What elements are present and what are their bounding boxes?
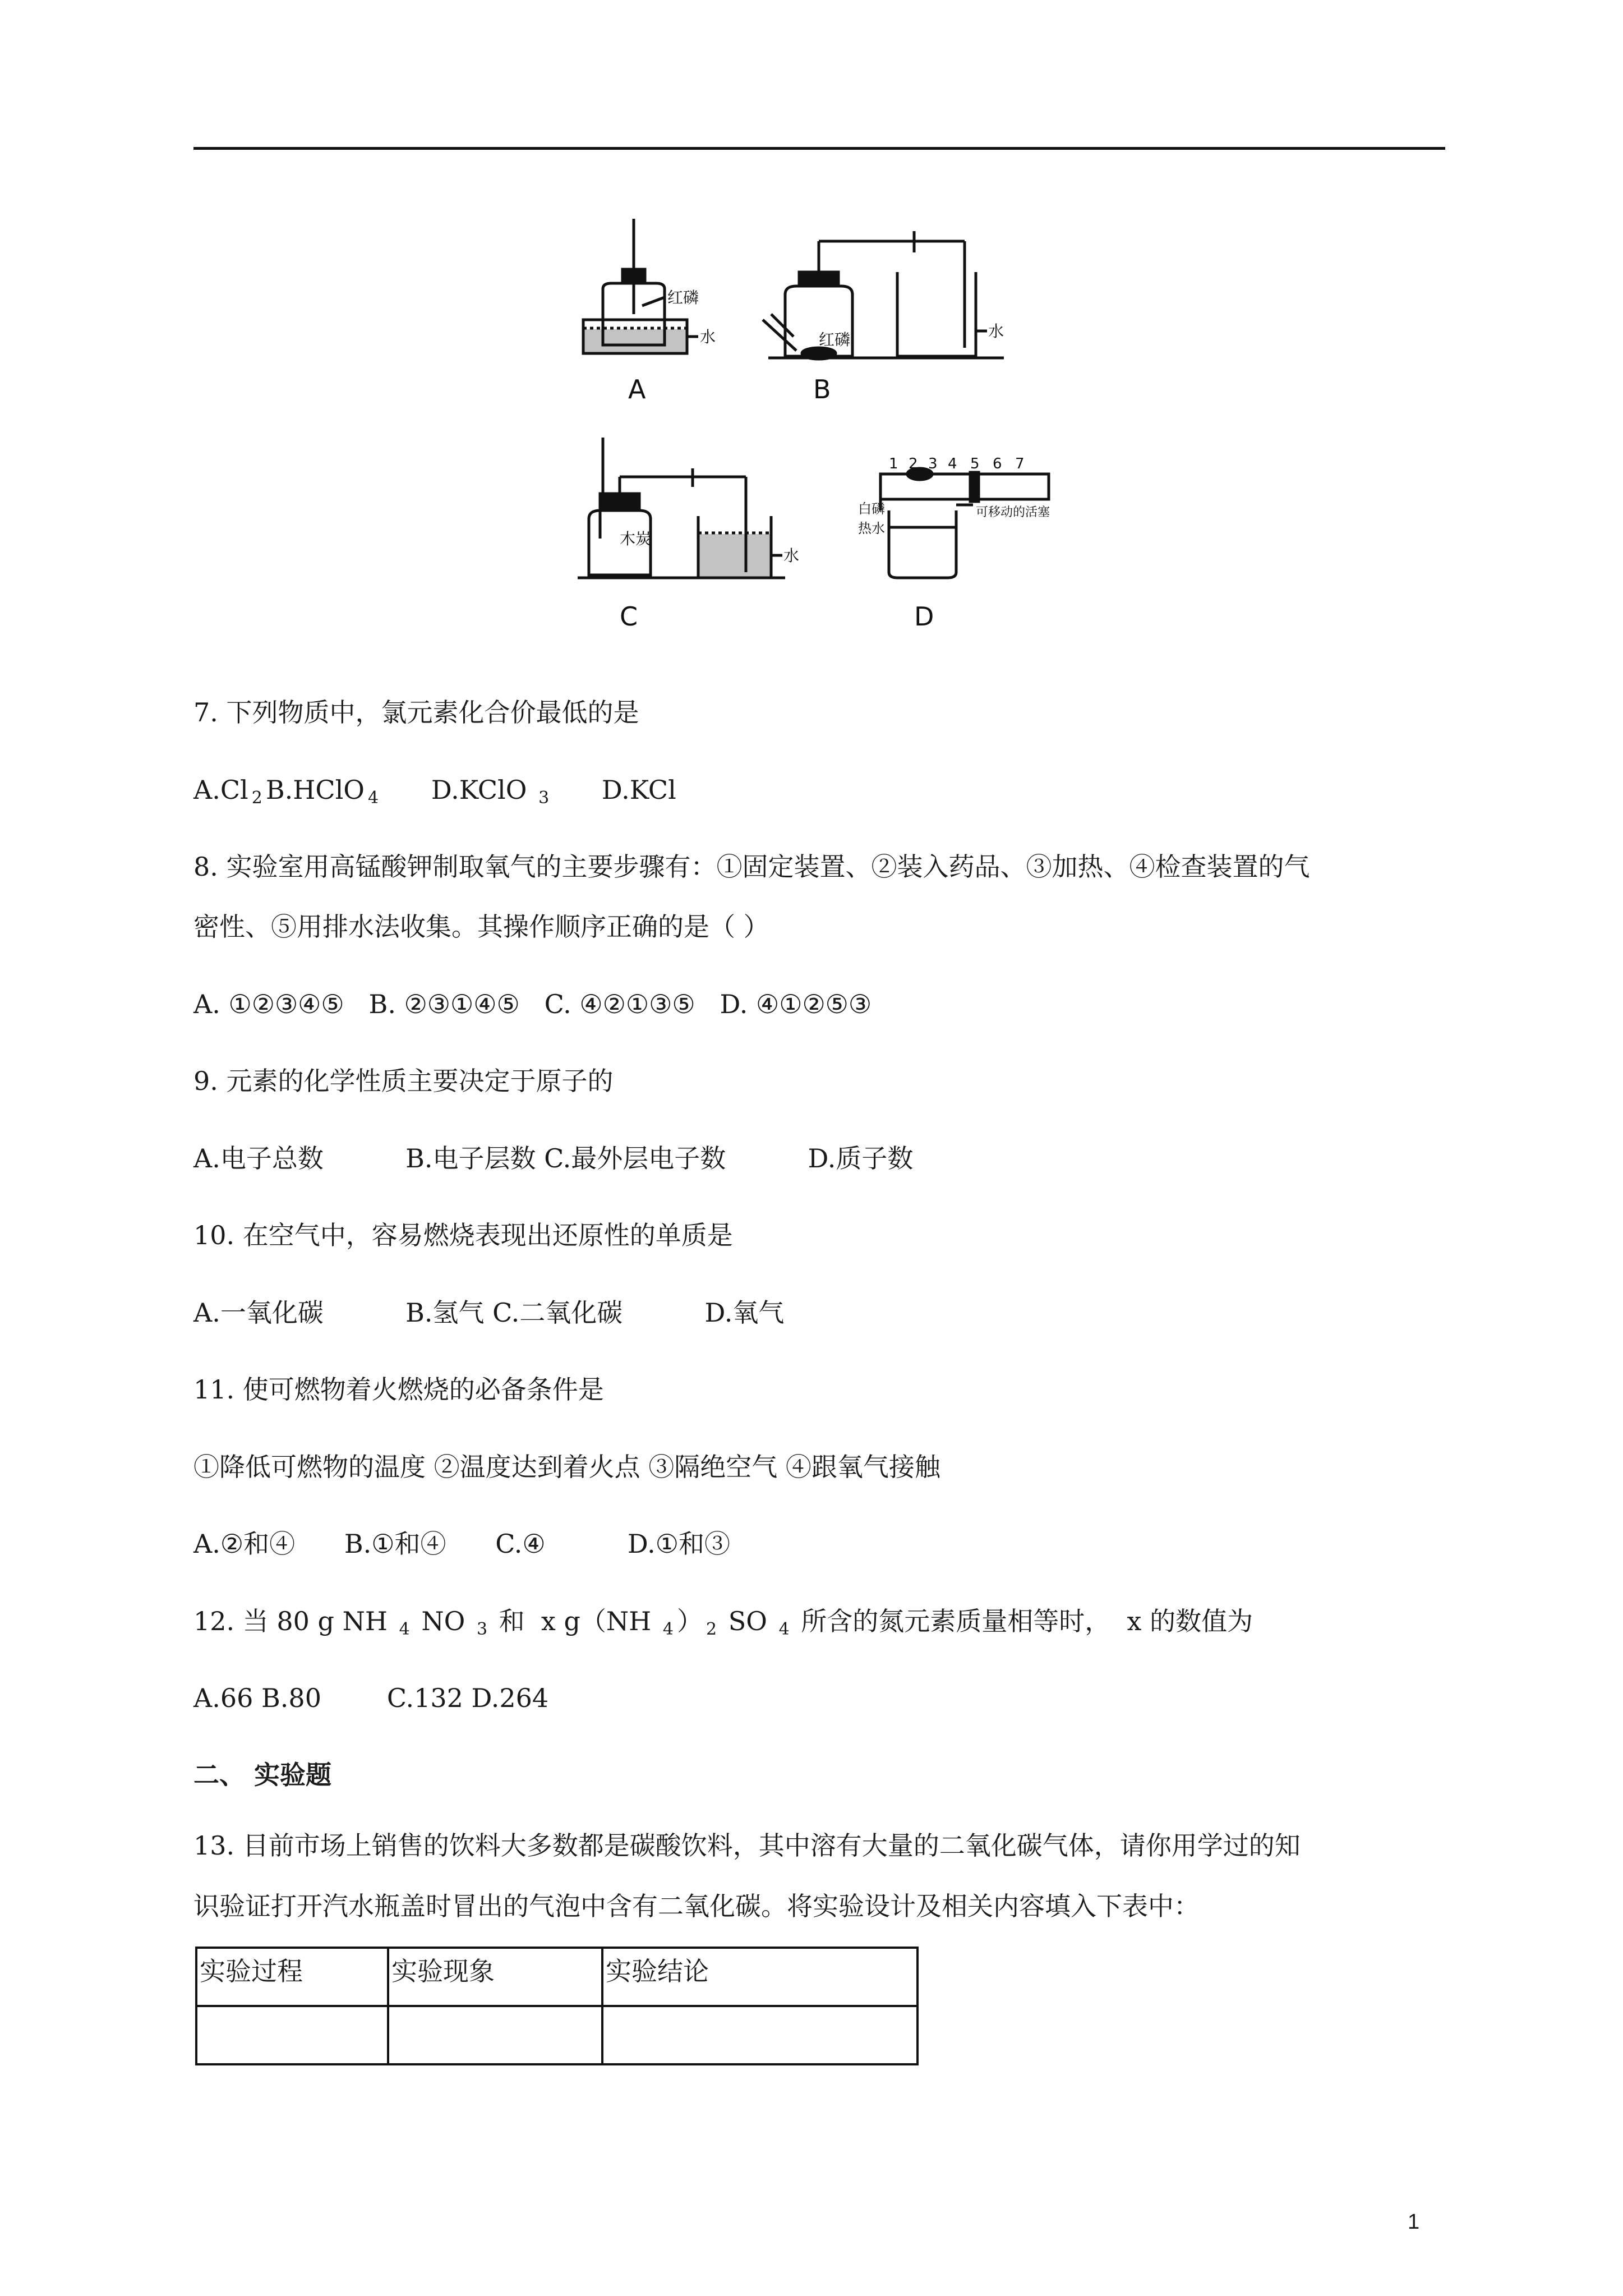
- label-water-c: 水: [783, 546, 800, 565]
- subscript: 2: [706, 1619, 717, 1639]
- label-water-b: 水: [988, 322, 1004, 341]
- label-movable-piston: 可移动的活塞: [976, 505, 1050, 519]
- table-header-row: [196, 1948, 917, 2006]
- option-text: B.HClO: [265, 775, 365, 805]
- stem-text: SO: [720, 1606, 776, 1636]
- figure-label-b: B: [813, 374, 831, 404]
- header-rule: [193, 147, 1445, 150]
- answer-cell-phenomenon[interactable]: [388, 2006, 602, 2064]
- label-water-a: 水: [700, 328, 716, 346]
- subscript: 3: [538, 788, 550, 808]
- question-13-line2: 识验证打开汽水瓶盖时冒出的气泡中含有二氧化碳。将实验设计及相关内容填入下表中：: [193, 1891, 1200, 1921]
- question-11-stem: 11. 使可燃物着火燃烧的必备条件是: [193, 1374, 604, 1405]
- table-header-cell: 实验现象: [388, 1948, 602, 2006]
- subscript: 4: [399, 1619, 410, 1639]
- question-8-stem-line1: 8. 实验室用高锰酸钾制取氧气的主要步骤有：①固定装置、②装入药品、③加热、④检查装置的气: [193, 852, 1310, 882]
- option-text: A.Cl: [193, 775, 248, 805]
- table-header-cell: 实验过程: [196, 1948, 388, 2006]
- apparatus-figure: [578, 219, 1054, 645]
- figure-label-c: C: [620, 601, 638, 632]
- answer-cell-process[interactable]: [196, 2006, 388, 2064]
- experiment-table: [195, 1947, 919, 2065]
- question-13-line1: 13. 目前市场上销售的饮料大多数都是碳酸饮料，其中溶有大量的二氧化碳气体，请你用学过的知: [193, 1830, 1301, 1861]
- option-text: D.KClO: [382, 775, 536, 805]
- table-header-cell: 实验结论: [602, 1948, 917, 2006]
- question-7-stem: 7. 下列物质中，氯元素化合价最低的是: [193, 697, 639, 728]
- question-11-options: A.②和④ B.①和④ C.④ D.①和③: [193, 1529, 730, 1559]
- label-white-phosphorus: 白磷: [858, 501, 885, 517]
- scale-tick: 4: [948, 455, 957, 472]
- stem-text: 12. 当 80 g NH: [193, 1606, 396, 1636]
- figure-label-d: D: [914, 601, 934, 632]
- stem-text: 所含的氮元素质量相等时， x 的数值为: [792, 1606, 1253, 1636]
- section-heading: 二、 实验题: [193, 1760, 332, 1790]
- subscript: 3: [476, 1619, 488, 1639]
- scale-tick: 2: [909, 455, 918, 472]
- question-12-stem: [193, 1604, 1253, 1646]
- stem-text: NO: [413, 1606, 473, 1636]
- label-charcoal: 木炭: [620, 530, 652, 548]
- question-7-options: [193, 773, 676, 815]
- question-9-options: A.电子总数 B.电子层数 C.最外层电子数 D.质子数: [193, 1143, 914, 1174]
- subscript: 4: [778, 1619, 790, 1639]
- answer-cell-conclusion[interactable]: [602, 2006, 917, 2064]
- scale-tick: 1: [889, 455, 898, 472]
- subscript: 4: [662, 1619, 674, 1639]
- label-red-phosphorus-b: 红磷: [819, 330, 851, 349]
- question-10-options: A.一氧化碳 B.氢气 C.二氧化碳 D.氧气: [193, 1297, 785, 1328]
- question-8-options: A. ①②③④⑤ B. ②③①④⑤ C. ④②①③⑤ D. ④①②⑤③: [193, 989, 872, 1019]
- question-11-conditions: ①降低可燃物的温度 ②温度达到着火点 ③隔绝空气 ④跟氧气接触: [193, 1452, 940, 1482]
- scale-tick: 3: [928, 455, 938, 472]
- subscript: 2: [251, 788, 262, 808]
- question-9-stem: 9. 元素的化学性质主要决定于原子的: [193, 1066, 614, 1096]
- option-text: D.KCl: [552, 775, 676, 805]
- stem-text: ）: [677, 1606, 703, 1636]
- figure-label-a: A: [628, 374, 646, 404]
- stem-text: 和 x g（NH: [491, 1606, 660, 1636]
- question-8-stem-line2: 密性、⑤用排水法收集。其操作顺序正确的是（ ）: [193, 912, 769, 942]
- subscript: 4: [368, 788, 379, 808]
- page-number: 1: [1408, 2210, 1420, 2234]
- scale-numbers: [889, 455, 1025, 472]
- question-12-options: A.66 B.80 C.132 D.264: [193, 1683, 549, 1713]
- label-red-phosphorus-a: 红磷: [667, 288, 699, 307]
- scale-tick: 7: [1015, 455, 1025, 472]
- question-10-stem: 10. 在空气中，容易燃烧表现出还原性的单质是: [193, 1220, 733, 1250]
- scale-tick: 6: [993, 455, 1002, 472]
- scale-tick: 5: [970, 455, 980, 472]
- table-row: [196, 2006, 917, 2064]
- label-hot-water: 热水: [858, 521, 885, 536]
